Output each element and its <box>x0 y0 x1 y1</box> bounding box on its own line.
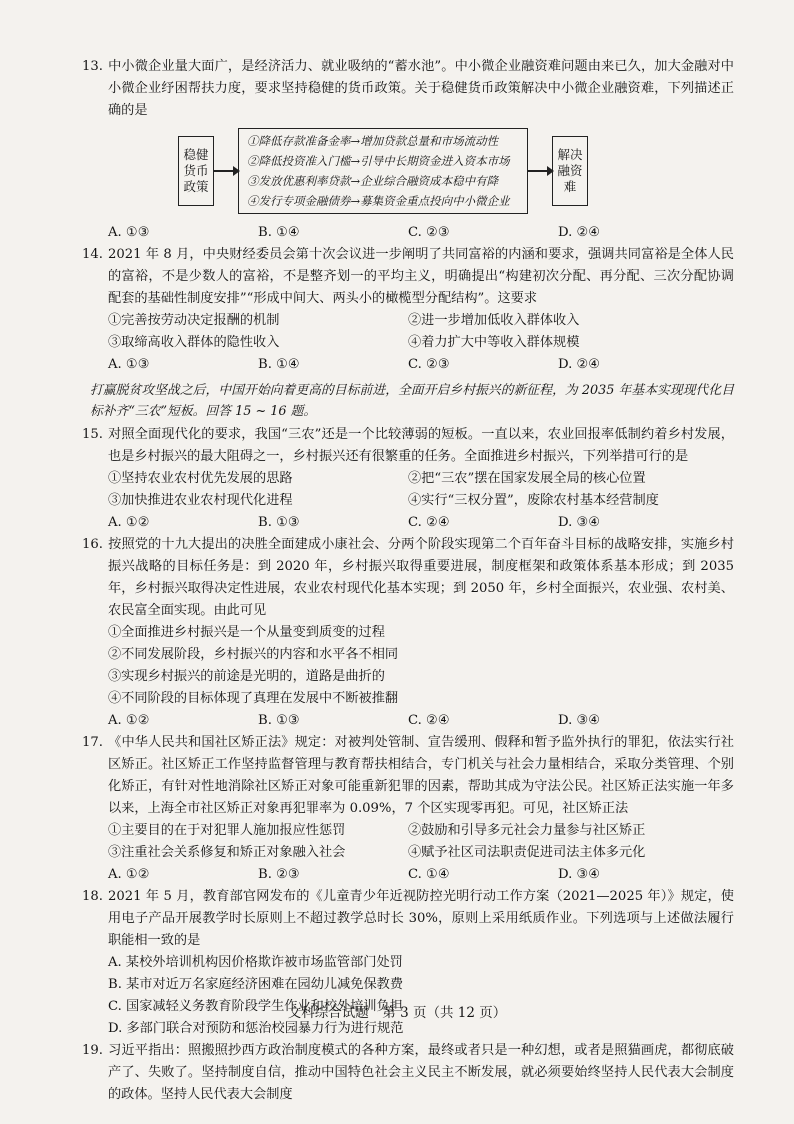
option-a[interactable]: A. ①② <box>108 713 150 728</box>
answer-options <box>108 710 734 732</box>
arrow-icon <box>214 170 238 172</box>
question-number: 19. <box>82 1043 103 1058</box>
statement-item: ④实行“三权分置”，废除农村基本经营制度 <box>408 493 659 508</box>
material-intro: 打赢脱贫攻坚战之后，中国开始向着更高的目标前进，全面开启乡村振兴的新征程，为 2035 年基本实现现代化目标补齐“三农”短板。回答 15 ~ 16 题。 <box>90 383 734 419</box>
statement-item: ①坚持农业农村优先发展的思路 <box>108 471 293 486</box>
question-number: 15. <box>82 427 103 442</box>
option-d[interactable]: D. 多部门联合对预防和惩治校园暴力行为进行规范 <box>108 1021 404 1036</box>
statement-item: ③取缔高收入群体的隐性收入 <box>108 335 280 350</box>
option-c[interactable]: C. ②③ <box>408 357 450 372</box>
option-c[interactable]: C. 国家减轻义务教育阶段学生作业和校外培训负担 <box>108 999 403 1014</box>
diagram-line: ③发放优惠利率贷款→企业综合融资成本稳中有降 <box>247 174 499 188</box>
question-stem: 19. 习近平指出：照搬照抄西方政治制度模式的各种方案，最终或者只是一种幻想，或者是照猫画虎，都彻底破产了、失败了。坚持制度自信，推动中国特色社会主义民主不断发展，就必须要始终坚持人民代表大会制度的政体。坚持人民代表大会制度 <box>108 1040 734 1106</box>
answer-options <box>108 222 734 244</box>
statement-item: ③加快推进农业农村现代化进程 <box>108 493 293 508</box>
diagram-line: ②降低投资准入门槛→引导中长期资金进入资本市场 <box>247 154 510 168</box>
question-stem: 18. 2021 年 5 月，教育部官网发布的《儿童青少年近视防控光明行动工作方案（2021—2025 年）》规定，使用电子产品开展教学时长原则上不超过教学总时长 30%，原则上采用纸质作业。下列选项与上述做法履行职能相一致的是 <box>108 886 734 952</box>
diagram-line: ①降低存款准备金率→增加贷款总量和市场流动性 <box>247 134 499 148</box>
statement-item: ③注重社会关系修复和矫正对象融入社会 <box>108 845 346 860</box>
option-a[interactable]: A. ①③ <box>108 357 150 372</box>
question-19 <box>82 1040 734 1106</box>
option-d[interactable]: D. ③④ <box>558 515 601 530</box>
diagram-left-box: 稳健货币政策 <box>178 136 214 206</box>
statement-item: ②把“三农”摆在国家发展全局的核心位置 <box>408 471 646 486</box>
page-footer: 文科综合试题 第 3 页（共 12 页） <box>287 1005 507 1021</box>
answer-options <box>108 354 734 376</box>
statement-item: ②进一步增加低收入群体收入 <box>408 313 580 328</box>
option-d[interactable]: D. ③④ <box>558 867 601 882</box>
option-b[interactable]: B. ①③ <box>258 713 300 728</box>
statement-item: ①全面推进乡村振兴是一个从量变到质变的过程 <box>108 625 385 640</box>
question-number: 14. <box>82 247 103 262</box>
question-14 <box>82 244 734 376</box>
diagram-right-box: 解决融资难 <box>552 136 588 206</box>
question-17 <box>82 732 734 886</box>
question-number: 13. <box>82 59 103 74</box>
option-d[interactable]: D. ②④ <box>558 225 601 240</box>
option-c[interactable]: C. ②④ <box>408 515 450 530</box>
question-stem: 13. 中小微企业量大面广，是经济活力、就业吸纳的“蓄水池”。中小微企业融资难问题由来已久，加大金融对中小微企业纾困帮扶力度，要求坚持稳健的货币政策。关于稳健货币政策解决中小微企业融资难，下列描述正确的是 <box>108 56 734 122</box>
statement-item: ④不同阶段的目标体现了真理在发展中不断被推翻 <box>108 691 399 706</box>
option-b[interactable]: B. ①④ <box>258 357 300 372</box>
option-a[interactable]: A. 某校外培训机构因价格欺诈被市场监管部门处罚 <box>108 955 403 970</box>
option-a[interactable]: A. ①② <box>108 867 150 882</box>
statement-item: ④赋予社区司法职责促进司法主体多元化 <box>408 845 646 860</box>
statement-item: ③实现乡村振兴的前途是光明的，道路是曲折的 <box>108 669 385 684</box>
policy-diagram <box>178 126 734 216</box>
option-c[interactable]: C. ②④ <box>408 713 450 728</box>
question-16 <box>82 534 734 732</box>
option-b[interactable]: B. ①④ <box>258 225 300 240</box>
question-stem: 16. 按照党的十九大提出的决胜全面建成小康社会、分两个阶段实现第二个百年奋斗目标的战略安排，实施乡村振兴战略的目标任务是：到 2020 年，乡村振兴取得重要进展，制度框架和政策体系基本形成；到 2035 年，乡村振兴取得决定性进展，农业农村现代化基本实现；到 2050 年，乡村全面振兴，农业强、农村美、农民富全面实现。由此可见 <box>108 534 734 622</box>
statement-item: ②鼓励和引导多元社会力量参与社区矫正 <box>408 823 646 838</box>
diagram-line: ④发行专项金融债券→募集资金重点投向中小微企业 <box>247 194 510 208</box>
option-b[interactable]: B. 某市对近万名家庭经济困难在园幼儿减免保教费 <box>108 977 404 992</box>
statement-item: ④着力扩大中等收入群体规模 <box>408 335 580 350</box>
question-number: 16. <box>82 537 103 552</box>
statement-item: ①完善按劳动决定报酬的机制 <box>108 313 280 328</box>
option-b[interactable]: B. ①③ <box>258 515 300 530</box>
option-d[interactable]: D. ③④ <box>558 713 601 728</box>
question-15 <box>82 424 734 534</box>
option-b[interactable]: B. ②③ <box>258 867 300 882</box>
question-13 <box>82 56 734 244</box>
option-c[interactable]: C. ①④ <box>408 867 450 882</box>
statement-item: ①主要目的在于对犯罪人施加报应性惩罚 <box>108 823 346 838</box>
diagram-center-box <box>238 128 528 214</box>
answer-options <box>108 864 734 886</box>
question-stem: 15. 对照全面现代化的要求，我国“三农”还是一个比较薄弱的短板。一直以来，农业回报率低制约着乡村发展，也是乡村振兴的最大阻碍之一，乡村振兴还有很繁重的任务。全面推进乡村振兴，下列举措可行的是 <box>108 424 734 468</box>
statement-item: ②不同发展阶段，乡村振兴的内容和水平各不相同 <box>108 647 399 662</box>
question-number: 18. <box>82 889 103 904</box>
option-a[interactable]: A. ①② <box>108 515 150 530</box>
arrow-icon <box>528 170 552 172</box>
option-d[interactable]: D. ②④ <box>558 357 601 372</box>
question-stem: 17. 《中华人民共和国社区矫正法》规定：对被判处管制、宣告缓刑、假释和暂予监外执行的罪犯，依法实行社区矫正。社区矫正工作坚持监督管理与教育帮扶相结合，专门机关与社会力量相结合，采取分类管理、个别化矫正，有针对性地消除社区矫正对象可能重新犯罪的因素，帮助其成为守法公民。社区矫正法实施一年多以来，上海全市社区矫正对象再犯罪率为 0.09%，7 个区实现零再犯。可见，社区矫正法 <box>108 732 734 820</box>
option-a[interactable]: A. ①③ <box>108 225 150 240</box>
question-number: 17. <box>82 735 103 750</box>
question-stem: 14. 2021 年 8 月，中央财经委员会第十次会议进一步阐明了共同富裕的内涵和要求，强调共同富裕是全体人民的富裕，不是少数人的富裕，不是整齐划一的平均主义，明确提出“构建初次分配、再分配、三次分配协调配套的基础性制度安排”“形成中间大、两头小的橄榄型分配结构”。这要求 <box>108 244 734 310</box>
answer-options <box>108 512 734 534</box>
option-c[interactable]: C. ②③ <box>408 225 450 240</box>
